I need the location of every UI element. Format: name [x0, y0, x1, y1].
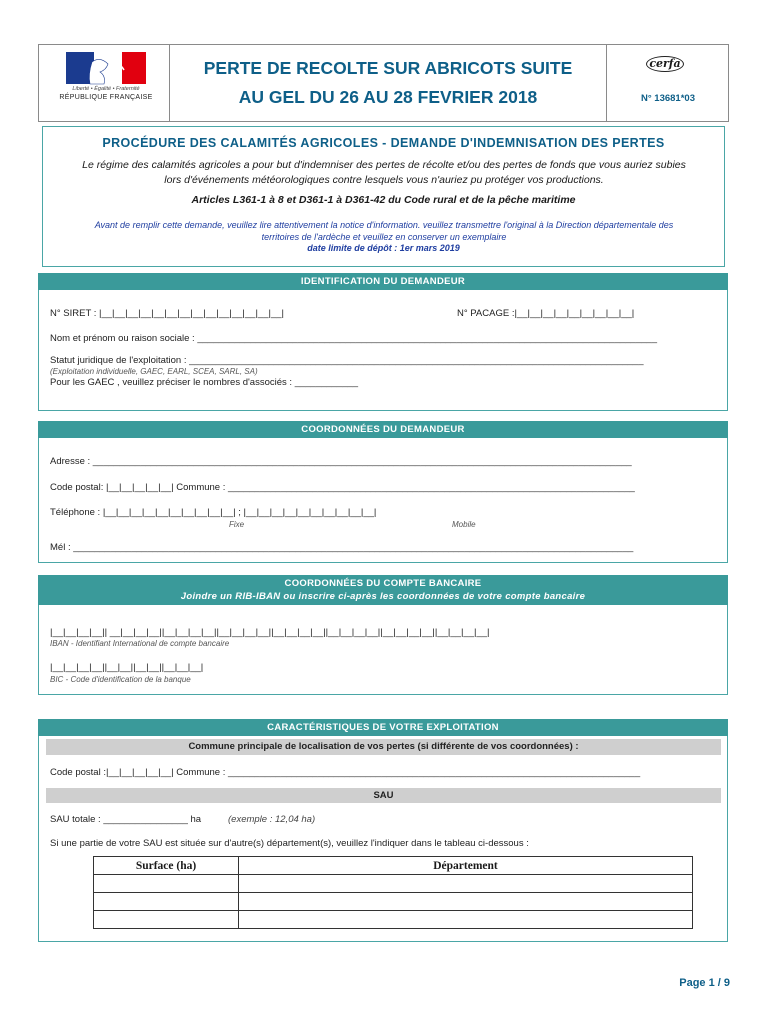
farm-header: CARACTÉRISTIQUES DE VOTRE EXPLOITATION	[38, 719, 728, 736]
gaec-associates-field[interactable]: Pour les GAEC , veuillez préciser le nombres d'associés : ____________	[50, 377, 359, 388]
table-header-departement: Département	[239, 857, 693, 875]
procedure-text-line: Le régime des calamités agricoles a pour but d'indemniser des pertes de récolte et/ou des pertes de fonds que vous auriez subies	[82, 159, 686, 171]
cerfa-logo: cerfa	[646, 56, 684, 72]
page-number: Page 1 / 9	[679, 977, 730, 989]
sau-other-departments-question: Si une partie de votre SAU est située sur d'autre(s) département(s), veuillez l'indiquer dans le tableau ci-dessous :	[50, 838, 529, 849]
table-row	[94, 893, 693, 911]
name-field[interactable]: Nom et prénom ou raison sociale : _______________________________________________________________________________________	[50, 333, 657, 344]
siret-field[interactable]: N° SIRET : |__|__|__|__|__|__|__|__|__|__|__|__|__|__|	[50, 308, 284, 319]
legal-status-field[interactable]: Statut juridique de l'exploitation : ______________________________________________________________________________________	[50, 355, 644, 366]
departement-cell[interactable]	[239, 911, 693, 929]
table-row	[94, 911, 693, 929]
address-field[interactable]: Adresse : ______________________________________________________________________________________________________	[50, 456, 632, 467]
iban-field[interactable]: |__|__|__|__|| __|__|__|__||__|__|__|__||__|__|__|__||__|__|__|__||__|__|__|__||__|__|__|__||__|__|__|__|	[50, 627, 490, 638]
departement-cell[interactable]	[239, 875, 693, 893]
phone-mobile-label: Mobile	[452, 520, 476, 529]
bic-label: BIC - Code d'identification de la banque	[50, 675, 191, 684]
surface-cell[interactable]	[94, 893, 239, 911]
table-row	[94, 875, 693, 893]
loss-postal-code-field[interactable]: Code postal :|__|__|__|__|__| Commune : ______________________________________________________________________________	[50, 767, 641, 778]
table-header-surface: Surface (ha)	[94, 857, 239, 875]
departement-cell[interactable]	[239, 893, 693, 911]
surface-table	[93, 856, 693, 929]
contact-header: COORDONNÉES DU DEMANDEUR	[38, 421, 728, 438]
legal-status-hint: (Exploitation individuelle, GAEC, EARL, SCEA, SARL, SA)	[50, 367, 258, 376]
email-field[interactable]: Mél : __________________________________________________________________________________________________________	[50, 542, 634, 553]
surface-cell[interactable]	[94, 875, 239, 893]
procedure-description	[52, 158, 716, 188]
header-divider	[606, 44, 607, 122]
bank-header-title: COORDONNÉES DU COMPTE BANCAIRE	[284, 578, 482, 589]
sau-total-field[interactable]: SAU totale : ________________ ha	[50, 814, 202, 825]
pacage-field[interactable]: N° PACAGE :|__|__|__|__|__|__|__|__|__|	[457, 308, 635, 319]
sau-bar: SAU	[46, 788, 721, 803]
table-header-row	[94, 857, 693, 875]
procedure-title: PROCÉDURE DES CALAMITÉS AGRICOLES - DEMANDE D'INDEMNISATION DES PERTES	[102, 136, 665, 150]
document-title	[170, 54, 606, 112]
title-line-1: PERTE DE RECOLTE SUR ABRICOTS SUITE	[203, 58, 573, 78]
logo-motto: Liberté • Égalité • Fraternité	[72, 86, 140, 92]
phone-fixe-label: Fixe	[229, 520, 245, 529]
logo-republique: RÉPUBLIQUE FRANÇAISE	[59, 94, 153, 101]
bank-header-subtitle: Joindre un RIB-IBAN ou inscrire ci-après les coordonnées de votre compte bancaire	[180, 591, 586, 602]
sau-example: (exemple : 12,04 ha)	[228, 814, 316, 825]
iban-label: IBAN - Identifiant International de compte bancaire	[50, 639, 230, 648]
instructions-line: territoires de l'ardèche et veuillez en conserver un exemplaire	[261, 232, 507, 242]
loss-location-bar: Commune principale de localisation de vos pertes (si différente de vos coordonnées) :	[46, 739, 721, 755]
deadline: date limite de dépôt : 1er mars 2019	[307, 243, 460, 253]
identification-header: IDENTIFICATION DU DEMANDEUR	[38, 273, 728, 290]
title-line-2: AU GEL DU 26 AU 28 FEVRIER 2018	[238, 87, 538, 107]
legal-articles: Articles L361-1 à 8 et D361-1 à D361-42 du Code rural et de la pêche maritime	[191, 194, 576, 206]
bic-field[interactable]: |__|__|__|__||__|__||__|__||__|__|__|	[50, 662, 204, 673]
instructions-line: Avant de remplir cette demande, veuillez lire attentivement la notice d'information. veuillez transmettre l'original à la Direction départementale des	[94, 220, 674, 230]
cerfa-number: N° 13681*03	[641, 93, 695, 104]
procedure-text-line: lors d'événements météorologiques contre lesquels vous n'auriez pu protéger vos productions.	[164, 174, 604, 186]
phone-field[interactable]: Téléphone : |__|__|__|__|__|__|__|__|__|__| ; |__|__|__|__|__|__|__|__|__|__|	[50, 507, 377, 518]
bank-header	[38, 575, 728, 605]
surface-cell[interactable]	[94, 911, 239, 929]
instructions	[46, 219, 722, 243]
postal-code-field[interactable]: Code postal: |__|__|__|__|__| Commune : _____________________________________________________________________________	[50, 482, 635, 493]
